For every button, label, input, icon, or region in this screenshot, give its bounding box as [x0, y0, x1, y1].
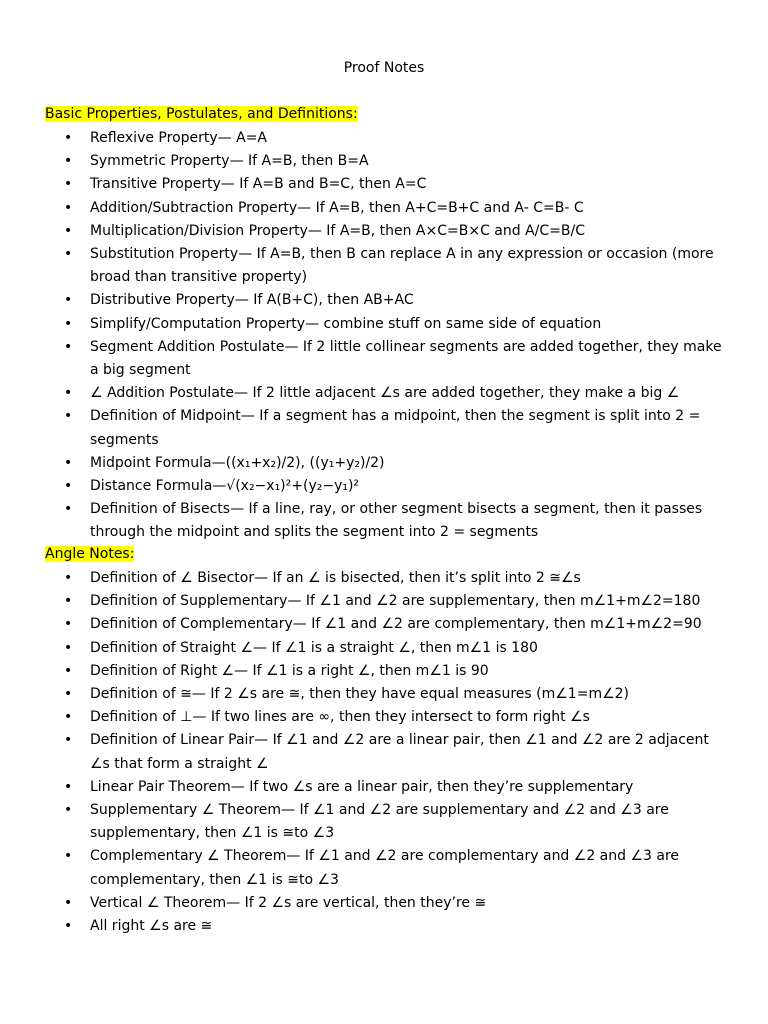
list-item: • Supplementary ∠ Theorem— If ∠1 and ∠2 are supplementary and ∠2 and ∠3 are supplementary, then ∠1 is ≅to ∠3 — [0, 799, 768, 845]
list-item: • Multiplication/Division Property— If A=B, then A×C=B×C and A/C=B/C — [0, 220, 768, 243]
list-item: • Distance Formula—√(x₂−x₁)²+(y₂−y₁)² — [0, 475, 768, 498]
list-item: • Definition of Straight ∠— If ∠1 is a straight ∠, then m∠1 is 180 — [0, 637, 768, 660]
list-item: • Transitive Property— If A=B and B=C, then A=C — [0, 173, 768, 196]
page-title: Proof Notes — [343, 60, 425, 76]
list-item: • Definition of Right ∠— If ∠1 is a right ∠, then m∠1 is 90 — [0, 660, 768, 683]
list-item: • Linear Pair Theorem— If two ∠s are a linear pair, then they’re supplementary — [0, 776, 768, 799]
list-item: • Definition of ∠ Bisector— If an ∠ is bisected, then it’s split into 2 ≅∠s — [0, 567, 768, 590]
section-heading-angle — [45, 544, 134, 564]
list-item: • Simplify/Computation Property— combine stuff on same side of equation — [0, 313, 768, 336]
section-heading-basic-label: Basic Properties, Postulates, and Definitions: — [45, 106, 358, 122]
list-item: • Addition/Subtraction Property— If A=B, then A+C=B+C and A- C=B- C — [0, 197, 768, 220]
list-item: • Segment Addition Postulate— If 2 little collinear segments are added together, they make a big segment — [0, 336, 768, 382]
list-item: • ∠ Addition Postulate— If 2 little adjacent ∠s are added together, they make a big ∠ — [0, 382, 768, 405]
list-item: • All right ∠s are ≅ — [0, 915, 768, 938]
list-item: • Symmetric Property— If A=B, then B=A — [0, 150, 768, 173]
list-item: • Definition of ≅— If 2 ∠s are ≅, then they have equal measures (m∠1=m∠2) — [0, 683, 768, 706]
list-item: • Midpoint Formula—((x₁+x₂)/2), ((y₁+y₂)/2) — [0, 452, 768, 475]
list-item: • Definition of ⊥— If two lines are ∞, then they intersect to form right ∠s — [0, 706, 768, 729]
list-item: • Vertical ∠ Theorem— If 2 ∠s are vertical, then they’re ≅ — [0, 892, 768, 915]
list-item: • Definition of Complementary— If ∠1 and ∠2 are complementary, then m∠1+m∠2=90 — [0, 613, 768, 636]
list-item: • Definition of Supplementary— If ∠1 and ∠2 are supplementary, then m∠1+m∠2=180 — [0, 590, 768, 613]
angle-notes-list — [0, 567, 768, 938]
list-item: • Reflexive Property— A=A — [0, 127, 768, 150]
section-heading-basic — [45, 104, 358, 124]
basic-properties-list — [0, 127, 768, 545]
list-item: • Definition of Bisects— If a line, ray, or other segment bisects a segment, then it passes through the midpoint and splits the segment into 2 = segments — [0, 498, 768, 544]
list-item: • Complementary ∠ Theorem— If ∠1 and ∠2 are complementary and ∠2 and ∠3 are complementary, then ∠1 is ≅to ∠3 — [0, 845, 768, 891]
list-item: • Substitution Property— If A=B, then B can replace A in any expression or occasion (more broad than transitive property) — [0, 243, 768, 289]
list-item: • Definition of Midpoint— If a segment has a midpoint, then the segment is split into 2 = segments — [0, 405, 768, 451]
list-item: • Distributive Property— If A(B+C), then AB+AC — [0, 289, 768, 312]
list-item: • Definition of Linear Pair— If ∠1 and ∠2 are a linear pair, then ∠1 and ∠2 are 2 adjacent ∠s that form a straight ∠ — [0, 729, 768, 775]
section-heading-angle-label: Angle Notes: — [45, 546, 135, 562]
